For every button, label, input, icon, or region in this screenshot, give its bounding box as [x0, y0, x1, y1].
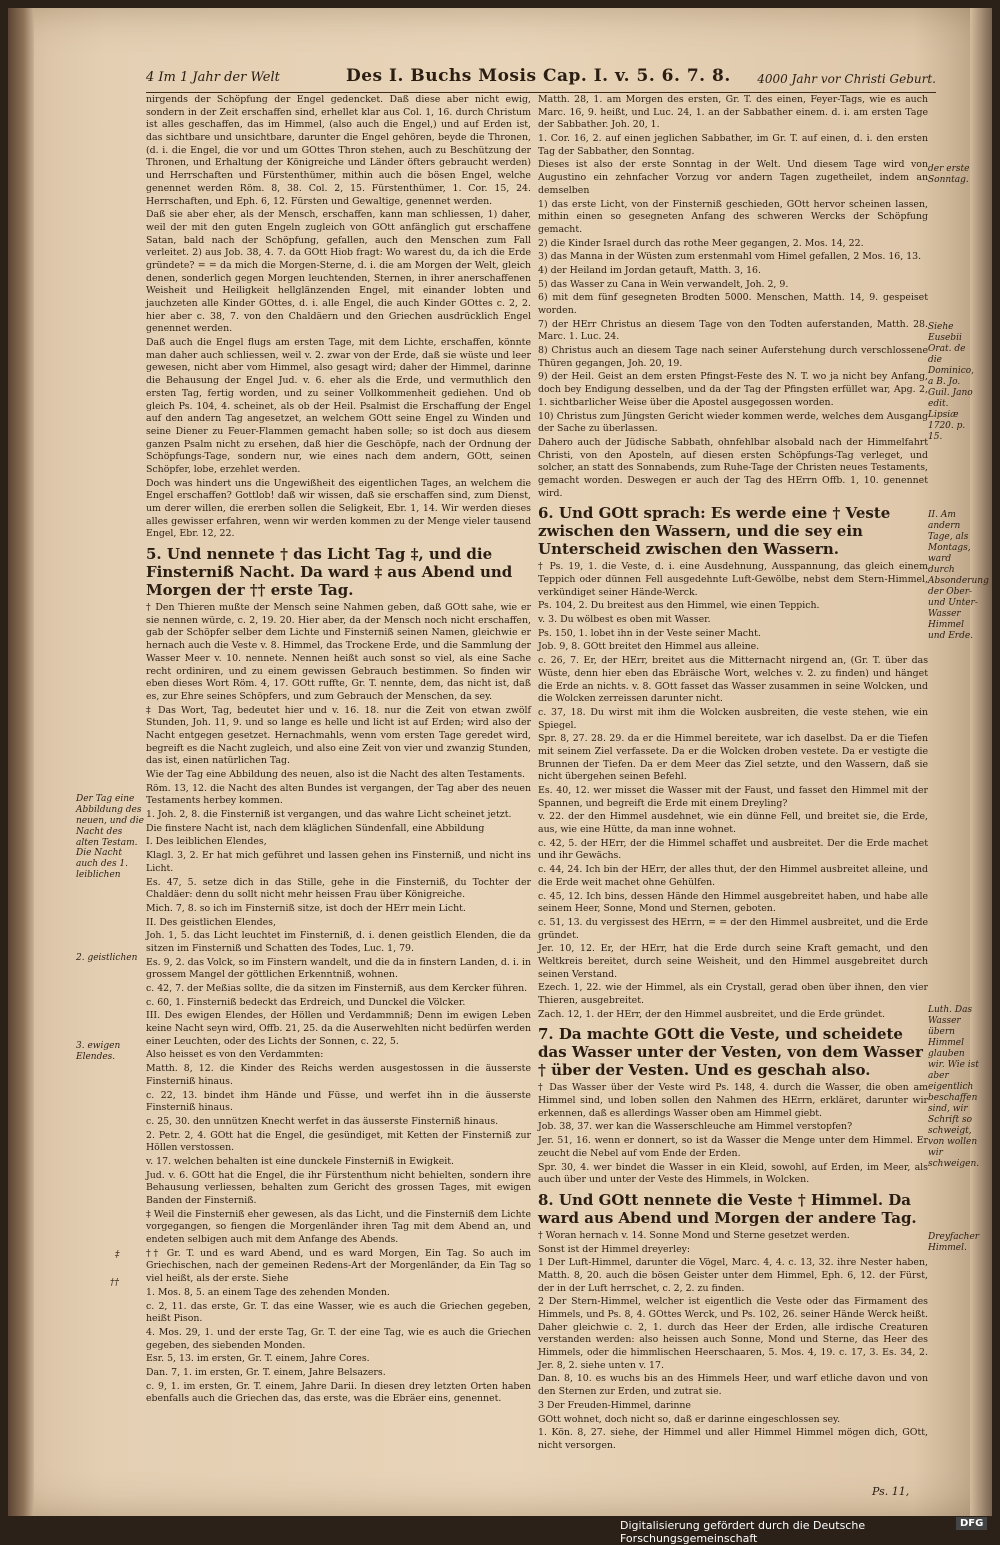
text-paragraph: 4) der Heiland im Jordan getauft, Matth. 3, 16. [538, 264, 761, 276]
text-paragraph: c. 25, 30. den unnützen Knecht werfet in das äusserste Finsterniß hinaus. [146, 1115, 499, 1127]
margin-note: Dreyfacher Himmel. [928, 1232, 980, 1253]
text-paragraph: †† Gr. T. und es ward Abend, und es ward Morgen, Ein Tag. So auch im Griechischen, nach der gemeinen Redens-Art der Morgenländer, da Ein Tag so viel heißt, als der erste. Siehe [146, 1247, 531, 1285]
right-column [538, 94, 928, 1454]
text-paragraph: Jud. v. 6. GOtt hat die Engel, die ihr Fürstenthum nicht behielten, sondern ihre Behausung verliessen, behalten zum Gericht des grossen Tages, mit ewigen Banden der Finsterniß. [146, 1169, 531, 1206]
text-paragraph: † Den Thieren mußte der Mensch seine Nahmen geben, daß GOtt sahe, wie er sie nennen würde, c. 2, 19. 20. Hier aber, da der Mensch noch nicht erschaffen, gab der Schöpfer selber dem Lichte und Finsterniß seinen Namen, gleichwie er hernach auch die Veste v. 8. Himmel, das Trockene Erde, und die Sammlung der Wasser Meer v. 10. nennete. Nennen heißt auch sonst so viel, als eine Sache recht ordiniren, und zu einem gewissen Gebrauch bestimmen. So finden wir eben dieses Wort Röm. 4, 17. GOtt ruffte, Gr. T. nennte, dem, das nicht ist, daß es, zur Ehre seines Schöpfers, und zum Gebrauch der Menschen, da sey. [146, 602, 531, 702]
text-paragraph: II. Des geistlichen Elendes, [146, 916, 276, 928]
margin-note: 2. geistlichen [76, 953, 138, 963]
text-paragraph: Job. 9, 8. GOtt breitet den Himmel aus alleine. [538, 641, 760, 653]
text-paragraph: Matth. 8, 12. die Kinder des Reichs werden ausgestossen in die äusserste Finsterniß hinaus. [146, 1063, 531, 1087]
text-paragraph: 1. Kön. 8, 27. siehe, der Himmel und aller Himmel Himmel mögen dich, GOtt, nicht versorgen. [538, 1427, 928, 1451]
page-edge [970, 8, 992, 1516]
text-paragraph: ‡ Weil die Finsterniß eher gewesen, als das Licht, und die Finsterniß dem Lichte vorgegangen, so fiengen die Morgenländer ihren Tag mit dem Abend an, und endeten selbigen auch mit dem Anfange des Abends. [146, 1208, 531, 1246]
text-paragraph: Die finstere Nacht ist, nach dem kläglichen Sündenfall, eine Abbildung [146, 822, 485, 834]
text-paragraph: 1. Joh. 2, 8. die Finsterniß ist vergangen, und das wahre Licht scheinet jetzt. [146, 809, 512, 821]
margin-note: Der Tag eine Abbildung des neuen, und die Nacht des alten Testam. [76, 794, 144, 848]
text-paragraph: Zach. 12, 1. der HErr, der den Himmel ausbreitet, und die Erde gründet. [538, 1008, 885, 1020]
header-right: 4000 Jahr vor Christi Geburt. [757, 72, 936, 86]
text-paragraph: 1 Der Luft-Himmel, darunter die Vögel, Marc. 4, 4. c. 13, 32. ihre Nester haben, Matth. 8, 20. auch die bösen Geister unter dem Himmel, Eph. 6, 12. der Fürst, der in der Luft herrschet, c. 2, 2. zu finden. [538, 1257, 928, 1294]
text-paragraph: Spr. 30, 4. wer bindet die Wasser in ein Kleid, sowohl, auf Erden, im Meer, als auch über und unter der Veste des Himmels, in Wolcken. [538, 1161, 928, 1186]
header-left: 4 Im 1 Jahr der Welt [146, 70, 280, 85]
text-paragraph: Daß auch die Engel flugs am ersten Tage, mit dem Lichte, erschaffen, könnte man daher auch schliessen, weil v. 2. zwar von der Erde, daß sie wüste und leer gewesen, nicht aber vom Himmel, also gesagt wird; daher der Himmel, darinne die Behausung der Engel Jud. v. 6. eher als die Erde, und vermuthlich den ersten Tag, fertig worden, und zu seiner Vollkommenheit gediehen. Und ob gleich Ps. 104, 4. scheinet, als ob der Heil. Psalmist die Erschaffung der Engel auf den andern Tag angesetzet, an welchem GOtt seine Engel zu Winden und seine Diener zu Feuer-Flammen gemacht haben solle; so ist doch aus diesem ganzen Psalm nicht zu ersehen, daß hier die Geschöpfe, nach der Ordnung der Schöpfungs-Tage, sondern nur, wie eines nach dem andern, GOtt, seinen Schöpfer, lobe, erzehlet werden. [146, 337, 531, 475]
text-paragraph: 9) der Heil. Geist an dem ersten Pfingst-Feste des N. T. wo ja nicht bey Anfang, doch bey Endigung desselben, und da der Tag der Pfingsten erfüllet war, Apg. 2, 1. sichtbarlicher Weise über die Apostel ausgegossen worden. [538, 371, 928, 408]
text-paragraph: Ezech. 1, 22. wie der Himmel, als ein Crystall, gerad oben über ihnen, den vier Thieren, ausgebreitet. [538, 982, 928, 1006]
margin-note: †† [110, 1278, 119, 1288]
text-paragraph: 1) das erste Licht, von der Finsterniß geschieden, GOtt hervor scheinen lassen, mithin einen so gesegneten Anfang des schweren Wercks der Schöpfung gemacht. [538, 198, 928, 235]
text-paragraph: nirgends der Schöpfung der Engel gedencket. Daß diese aber nicht ewig, sondern in der Zeit erschaffen sind, erhellet klar aus Col. 1, 16. durch Christum ist alles geschaffen, das im Himmel, (also auch die Engel,) und auf Erden ist, das sichtbare und unsichtbare, darunter die Engel gehören, beyde die Thronen, (d. i. die Engel, die vor und um GOttes Thron stehen, auch zu Beschützung der Thronen, und Erhaltung der Königreiche und Länder öfters gebraucht werden) und Herrschaften und Fürstenthümer, mithin auch die bösen Engel, welche genennet werden Röm. 8, 38. Col. 2, 15. Fürstenthümer, 1. Cor. 15, 24. Herrschaften, und Eph. 6, 12. Fürsten und Gewaltige, genennet werden. [146, 94, 531, 207]
text-paragraph: GOtt wohnet, doch nicht so, daß er darinne eingeschlossen sey. [538, 1413, 841, 1425]
text-paragraph: v. 17. welchen behalten ist eine dunckele Finsterniß in Ewigkeit. [146, 1155, 455, 1167]
text-paragraph: Joh. 1, 5. das Licht leuchtet im Finsterniß, d. i. denen geistlich Elenden, die da sitzen im Finsterniß und Schatten des Todes, Luc. 1, 79. [146, 930, 531, 954]
text-paragraph: Doch was hindert uns die Ungewißheit des eigentlichen Tages, an welchem die Engel erschaffen? Gottlob! daß wir wissen, daß sie erschaffen sind, zum Dienst, um derer willen, die ererben sollen die Seligkeit, Ebr. 1, 14. Wir werden dieses alles gewisser erfahren, wenn wir werden kommen zu der Menge vieler tausend Engel, Ebr. 12, 22. [146, 477, 531, 540]
digitization-footer: Digitalisierung gefördert durch die Deutsche Forschungsgemeinschaft [620, 1519, 866, 1545]
text-paragraph: c. 37, 18. Du wirst mit ihm die Wolcken ausbreiten, die veste stehen, wie ein Spiegel. [538, 706, 928, 731]
text-paragraph: 6) mit dem fünf gesegneten Brodten 5000. Menschen, Matth. 14, 9. gespeiset worden. [538, 292, 928, 316]
margin-note: Luth. Das Wasser übern Himmel glauben wir. Wie ist aber eigentlich beschaffen sind, wir Schrift so schweigt, von wollen wir schweigen. [928, 1005, 980, 1169]
text-paragraph: 3) das Manna in der Wüsten zum erstenmahl vom Himel gefallen, 2 Mos. 16, 13. [538, 251, 922, 263]
margin-note: ‡ [115, 1250, 120, 1260]
text-paragraph: 5) das Wasser zu Cana in Wein verwandelt, Joh. 2, 9. [538, 278, 789, 290]
text-paragraph: v. 22. der den Himmel ausdehnet, wie ein dünne Fell, und breitet sie, die Erde, aus, wie eine Hütte, da man inne wohnet. [538, 811, 928, 836]
dfg-logo: DFG [956, 1517, 987, 1530]
text-paragraph: c. 42, 5. der HErr, der die Himmel schaffet und ausbreitet. Der die Erde machet und ihr Gewächs. [538, 837, 928, 862]
text-paragraph: Sonst ist der Himmel dreyerley: [538, 1243, 691, 1255]
text-paragraph: c. 44, 24. Ich bin der HErr, der alles thut, der den Himmel ausbreitet alleine, und die Erde weit machet ohne Gehülfen. [538, 864, 928, 888]
text-paragraph: 1. Mos. 8, 5. an einem Tage des zehenden Monden. [146, 1286, 390, 1298]
text-paragraph: Esr. 5, 13. im ersten, Gr. T. einem, Jahre Cores. [146, 1353, 370, 1365]
text-paragraph: c. 9, 1. im ersten, Gr. T. einem, Jahre Darii. In diesen drey letzten Orten haben ebenfalls auch die Griechen das, das erste, was die Ebräer eins, genennet. [146, 1380, 531, 1405]
margin-note: Die Nacht auch des 1. leiblichen [76, 848, 129, 880]
text-paragraph: c. 51, 13. du vergissest des HErrn, = = der den Himmel ausbreitet, und die Erde gründet. [538, 916, 928, 941]
catchword: Ps. 11, [872, 1485, 910, 1498]
text-paragraph: 7) der HErr Christus an diesem Tage von den Todten auferstanden, Matth. 28. Marc. 1. Luc. 24. [538, 318, 928, 343]
verse-heading: 6. Und GOtt sprach: Es werde eine † Veste zwischen den Wassern, und die sey ein Unterscheid zwischen den Wassern. [538, 504, 891, 559]
text-paragraph: c. 42, 7. der Meßias sollte, die da sitzen im Finsterniß, aus dem Kercker führen. [146, 983, 528, 994]
margin-note: Siehe Eusebii Orat. de die Dominico, a B. Jo. Guil. Jano edit. Lipsiæ 1720. p. 15. [928, 322, 975, 442]
text-paragraph: Daß sie aber eher, als der Mensch, erschaffen, kann man schliessen, 1) daher, weil der mit den guten Engeln zugleich von GOtt anfänglich gut erschaffene Satan, bald nach der Schöpfung, gefallen, auch den Menschen zum Fall verleitet. 2) aus Job. 38, 4. 7. da GOtt Hiob fragt: Wo warest du, da ich die Erde gründete? = = da mich die Morgen-Sterne, d. i. die am Morgen der Welt, gleich denen, sonderlich gegen Morgen leuchtenden, Sternen, in ihrer anerschaffenen Weisheit und Heiligkeit hellglänzenden Engel, mit einander lobten und jauchzeten alle Kinder GOttes, d. i. alle Engel, die auch Kinder GOttes c. 2, 2. hier aber c. 38, 7. von den Chaldäern und den Griechen ausdrücklich Engel genennet werden. [146, 209, 531, 335]
text-paragraph: Dan. 7, 1. im ersten, Gr. T. einem, Jahre Belsazers. [146, 1366, 386, 1378]
text-paragraph: Matth. 28, 1. am Morgen des ersten, Gr. T. des einen, Feyer-Tags, wie es auch Marc. 16, 9. heißt, und Luc. 24, 1. an der Sabbather einem. d. i. am ersten Tage der Sabbather. Joh. 20, 1. [538, 94, 928, 131]
text-paragraph: Wie der Tag eine Abbildung des neuen, also ist die Nacht des alten Testaments. [146, 769, 526, 780]
text-paragraph: Dahero auch der Jüdische Sabbath, ohnfehlbar alsobald nach der Himmelfahrt Christi, von den Aposteln, auf diesen ersten Schöpfungs-Tag verleget, und solcher, an statt des Sonnabends, zum Ruhe-Tage der Christen neues Testaments, gemacht worden. Deswegen er auch der Tag des HErrn Offb. 1, 10. genennet wird. [538, 436, 928, 499]
text-paragraph: † Das Wasser über der Veste wird Ps. 148, 4. durch die Wasser, die oben am Himmel sind, und loben sollen den Nahmen des HErrn, erkläret, darunter wir erkennen, daß es allerdings Wasser oben am Himmel giebt. [538, 1082, 928, 1119]
text-paragraph: 10) Christus zum Jüngsten Gericht wieder kommen werde, welches dem Ausgang der Sache zu überlassen. [538, 410, 928, 435]
text-paragraph: 8) Christus auch an diesem Tage nach seiner Auferstehung durch verschlossene Thüren gegangen, Joh. 20, 19. [538, 345, 928, 369]
verse-heading: 8. Und GOtt nennete die Veste † Himmel. Da ward aus Abend und Morgen der andere Tag. [538, 1190, 917, 1227]
verse-heading: 7. Da machte GOtt die Veste, und scheidete das Wasser unter der Vesten, von dem Wasser † über der Vesten. Und es geschah also. [538, 1025, 923, 1080]
text-paragraph: Es. 47, 5. setze dich in das Stille, gehe in die Finsterniß, du Tochter der Chaldäer: denn du sollt nicht mehr heissen Frau über Königreiche. [146, 876, 531, 901]
text-paragraph: Ps. 150, 1. lobet ihn in der Veste seiner Macht. [538, 627, 761, 639]
text-paragraph: c. 45, 12. Ich bins, dessen Hände den Himmel ausgebreitet haben, und habe alle seinem Heer, Sonne, Mond und Sternen, geboten. [538, 890, 928, 915]
text-paragraph: Röm. 13, 12. die Nacht des alten Bundes ist vergangen, der Tag aber des neuen Testaments herbey kommen. [146, 782, 531, 807]
text-paragraph: v. 3. Du wölbest es oben mit Wasser. [538, 614, 711, 626]
text-paragraph: 2. Petr. 2, 4. GOtt hat die Engel, die gesündiget, mit Ketten der Finsterniß zur Höllen verstossen. [146, 1129, 531, 1154]
text-paragraph: Ps. 104, 2. Du breitest aus den Himmel, wie einen Teppich. [538, 600, 820, 612]
text-paragraph: 4. Mos. 29, 1. und der erste Tag, Gr. T. der eine Tag, wie es auch die Griechen gegeben, des siebenden Monden. [146, 1326, 531, 1351]
text-paragraph: Dan. 8, 10. es wuchs bis an des Himmels Heer, und warf etliche davon und von den Sternen zur Erden, und zutrat sie. [538, 1373, 928, 1398]
header-title: Des I. Buchs Mosis Cap. I. v. 5. 6. 7. 8. [346, 66, 731, 86]
text-paragraph: Es. 40, 12. wer misset die Wasser mit der Faust, und fasset den Himmel mit der Spannen, und begreift die Erde mit einem Dreyling? [538, 785, 928, 809]
left-column [146, 94, 531, 1407]
text-paragraph: Dieses ist also der erste Sonntag in der Welt. Und diesem Tage wird von Augustino ein zehnfacher Vorzug vor andern Tagen zugetheilet, indem an demselben [538, 159, 928, 196]
text-paragraph: Klagl. 3, 2. Er hat mich geführet und lassen gehen ins Finsterniß, und nicht ins Licht. [146, 850, 531, 874]
text-paragraph: 3 Der Freuden-Himmel, darinne [538, 1399, 691, 1411]
text-paragraph: Also heisset es von den Verdammten: [146, 1049, 324, 1061]
text-paragraph: † Woran hernach v. 14. Sonne Mond und Sterne gesetzet werden. [538, 1229, 850, 1241]
text-paragraph: c. 26, 7. Er, der HErr, breitet aus die Mitternacht nirgend an, (Gr. T. über das Wüste, denn hier eben das Ebräische Wort, welches v. 2. zu finden) und hänget die Erde an nichts. v. 8. GOtt fasset das Wasser zusammen in seine Wolcken, und die Wolcken zerreissen darunter nicht. [538, 655, 928, 705]
text-paragraph: Jer. 51, 16. wenn er donnert, so ist da Wasser die Menge unter dem Himmel. Er zeucht die Nebel auf vom Ende der Erden. [538, 1135, 928, 1159]
text-paragraph: c. 22, 13. bindet ihm Hände und Füsse, und werfet ihn in die äusserste Finsterniß hinaus. [146, 1089, 531, 1114]
running-header [146, 66, 936, 93]
margin-note: der erste Sonntag. [928, 164, 970, 185]
text-paragraph: Jer. 10, 12. Er, der HErr, hat die Erde durch seine Kraft gemacht, und den Weltkreis bereitet, durch seine Weisheit, und den Himmel ausgebreitet durch seinen Verstand. [538, 943, 928, 980]
text-paragraph: † Ps. 19, 1. die Veste, d. i. eine Ausdehnung, Ausspannung, das gleich einem Teppich oder dünnen Fell ausgedehnte Luft-Gewölbe, nebst dem Stern-Himmel, verkündiget seiner Hände-Werck. [538, 561, 928, 598]
text-paragraph: III. Des ewigen Elendes, der Höllen und Verdammniß; Denn im ewigen Leben keine Nacht seyn wird, Offb. 21, 25. da die Auserwehlten nicht bedürfen werden einer Leuchten, oder des Lichts der Sonnen, c. 22, 5. [146, 1010, 531, 1047]
text-paragraph: ‡ Das Wort, Tag, bedeutet hier und v. 16. 18. nur die Zeit von etwan zwölf Stunden, Joh. 11, 9. und so lange es helle und licht ist auf Erden; wird also der Nacht entgegen gesetzet. Hernachmahls, wenn vom ersten Tage geredet wird, begreift es die Nacht zugleich, und also eine Zeit von vier und zwanzig Stunden, das ist, einen natürlichen Tag. [146, 704, 531, 767]
text-paragraph: 2) die Kinder Israel durch das rothe Meer gegangen, 2. Mos. 14, 22. [538, 237, 864, 249]
book-binding [8, 8, 34, 1516]
text-paragraph: c. 60, 1. Finsterniß bedeckt das Erdreich, und Dunckel die Völcker. [146, 996, 466, 1008]
text-paragraph: c. 2, 11. das erste, Gr. T. das eine Wasser, wie es auch die Griechen gegeben, heißt Pison. [146, 1300, 531, 1325]
text-paragraph: 2 Der Stern-Himmel, welcher ist eigentlich die Veste oder das Firmament des Himmels, und Ps. 8, 4. GOttes Werck, und Ps. 102, 26. seiner Hände Werck heißt. Daher gleichwie c. 2, 1. durch das Heer der Erden, alle irdische Creaturen verstanden werden: also heissen auch Sonne, Mond und Sterne, das Heer des Himmels, oder die himmlischen Heerschaaren, 5. Mos. 4, 19. c. 17, 3. Es. 34, 2. Jer. 8, 2. siehe unten v. 17. [538, 1296, 928, 1371]
margin-note: 3. ewigen Elendes. [76, 1041, 121, 1062]
text-paragraph: I. Des leiblichen Elendes, [146, 836, 267, 848]
verse-heading: 5. Und nennete † das Licht Tag ‡, und die Finsterniß Nacht. Da ward ‡ aus Abend und Morgen der †† erste Tag. [146, 545, 513, 600]
text-paragraph: Mich. 7, 8. so ich im Finsterniß sitze, ist doch der HErr mein Licht. [146, 902, 466, 914]
text-paragraph: 1. Cor. 16, 2. auf einen jeglichen Sabbather, im Gr. T. auf einen, d. i. den ersten Tag der Sabbather, den Sonntag. [538, 133, 928, 157]
text-paragraph: Job. 38, 37. wer kan die Wasserschleuche am Himmel verstopfen? [538, 1121, 853, 1133]
text-paragraph: Es. 9, 2. das Volck, so im Finstern wandelt, und die da in finstern Landen, d. i. in grossem Mangel der göttlichen Erkenntniß, wohnen. [146, 956, 531, 981]
text-paragraph: Spr. 8, 27. 28. 29. da er die Himmel bereitete, war ich daselbst. Da er die Tiefen mit seinem Ziel verfassete. Da er die Wolcken droben vestete. Da er vestigte die Brunnen der Tiefen. Da er dem Meer das Ziel setzte, und den Wassern, daß sie nicht übergehen seinen Befehl. [538, 733, 928, 783]
margin-note: II. Am andern Tage, als Montags, ward durch Absonderung der Ober- und Unter-Wasser Himmel und Erde. [928, 510, 989, 641]
